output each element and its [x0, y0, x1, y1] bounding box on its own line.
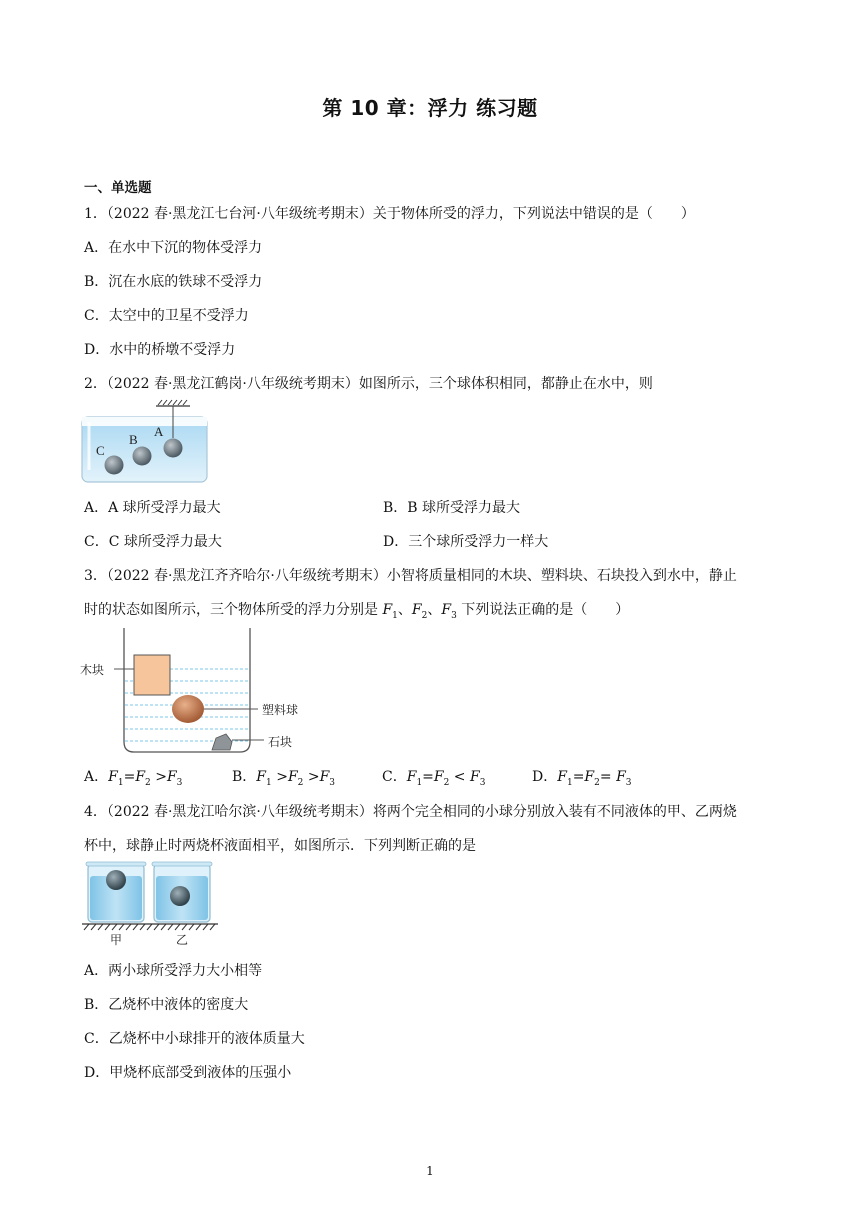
- q4-option-a: A．两小球所受浮力大小相等: [84, 963, 263, 979]
- q4-stem-line2: 杯中，球静止时两烧杯液面相平，如图所示．下列判断正确的是: [84, 838, 476, 854]
- q3-option-b-letter: B．: [232, 769, 257, 785]
- q3-stem-line2: 时的状态如图所示，三个物体所受的浮力分别是 $F_1$、$F_2$、$F_3$ 下列说法正确的是（ ）: [84, 602, 630, 621]
- q2-label-a: A: [154, 424, 164, 439]
- q4-option-c: C．乙烧杯中小球排开的液体质量大: [84, 1031, 305, 1047]
- q3-option-d: [532, 766, 632, 788]
- q3-stem-line2-post: 下列说法正确的是（ ）: [456, 602, 630, 618]
- q2-stem: 2．（2022 春·黑龙江鹤岗·八年级统考期末）如图所示，三个球体积相同，都静止在水中，则: [84, 376, 653, 392]
- q1-option-c: C．太空中的卫星不受浮力: [84, 308, 249, 324]
- q4-stem-line1: 4．（2022 春·黑龙江哈尔滨·八年级统考期末）将两个完全相同的小球分别放入装有不同液体的甲、乙两烧: [84, 804, 737, 820]
- q2-label-c: C: [96, 443, 105, 458]
- q2-label-b: B: [129, 432, 138, 447]
- section-heading: 一、单选题: [84, 180, 152, 196]
- q4-option-d: D．甲烧杯底部受到液体的压强小: [84, 1065, 292, 1081]
- q3-option-a-letter: A．: [84, 769, 109, 785]
- q4-label-jia: 甲: [110, 933, 123, 947]
- q3-option-a-expr: $F_1=F_2 >F_3$: [108, 769, 183, 788]
- q3-label-wood: 木块: [80, 663, 105, 677]
- q3-label-plastic: 塑料球: [262, 703, 299, 717]
- q3-figure-objects-in-water: [80, 624, 320, 756]
- q2-figure-balls-in-water: [80, 398, 212, 484]
- q4-label-yi: 乙: [176, 933, 189, 947]
- q1-option-a: A．在水中下沉的物体受浮力: [84, 240, 263, 256]
- q1-option-b: B．沉在水底的铁球不受浮力: [84, 274, 263, 290]
- q2-option-b: B．B 球所受浮力最大: [383, 500, 521, 516]
- q1-stem: 1．（2022 春·黑龙江七台河·八年级统考期末）关于物体所受的浮力，下列说法中错误的是（ ）: [84, 206, 695, 222]
- q3-stem-line1: 3．（2022 春·黑龙江齐齐哈尔·八年级统考期末）小智将质量相同的木块、塑料块、石块投入到水中，静止: [84, 568, 737, 584]
- q1-option-d: D．水中的桥墩不受浮力: [84, 342, 236, 358]
- q3-option-b-expr: $F_1 >F_2 >F_3$: [256, 769, 336, 788]
- q2-option-a: A．A 球所受浮力最大: [84, 500, 221, 516]
- q2-option-c: C．C 球所受浮力最大: [84, 534, 222, 550]
- q4-option-b: B．乙烧杯中液体的密度大: [84, 997, 249, 1013]
- page-number: 1: [426, 1164, 434, 1178]
- q3-option-a: [84, 766, 182, 788]
- q4-figure-two-beakers: [80, 858, 220, 948]
- q3-stem-line2-pre: 时的状态如图所示，三个物体所受的浮力分别是: [84, 602, 383, 618]
- q3-option-c-expr: $F_1=F_2 < F_3$: [406, 769, 486, 788]
- q3-label-stone: 石块: [268, 735, 293, 749]
- q3-option-d-letter: D．: [532, 769, 558, 785]
- q2-option-d: D．三个球所受浮力一样大: [383, 534, 549, 550]
- q3-option-b: [232, 766, 335, 788]
- q3-option-d-expr: $F_1=F_2= F_3$: [557, 769, 632, 788]
- page-title: 第 10 章：浮力 练习题: [322, 96, 538, 120]
- q3-option-c-letter: C．: [382, 769, 407, 785]
- q3-option-c: [382, 766, 485, 788]
